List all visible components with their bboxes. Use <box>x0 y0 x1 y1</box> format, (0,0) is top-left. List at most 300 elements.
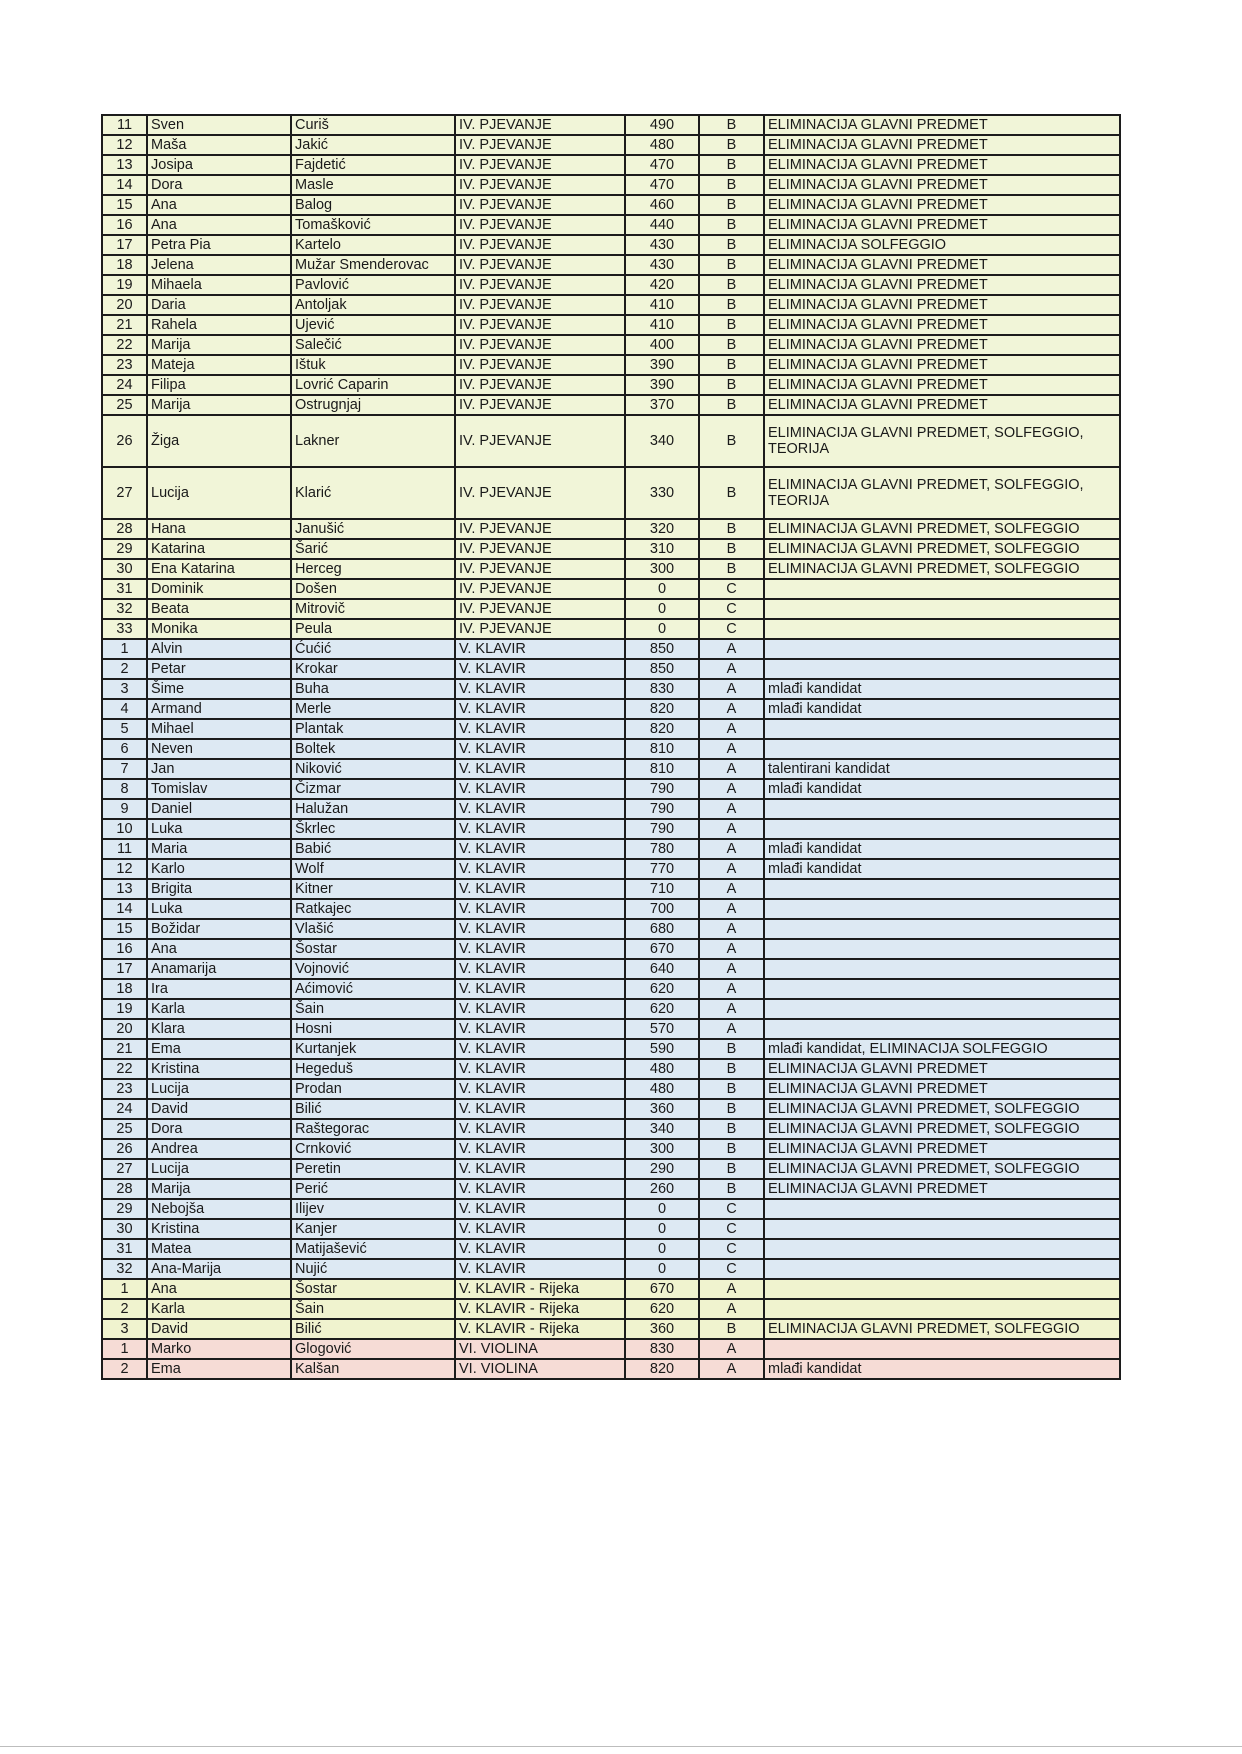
cell-score: 0 <box>625 1239 699 1259</box>
cell-row-number: 3 <box>102 679 147 699</box>
table-row <box>102 315 1120 335</box>
cell-note: ELIMINACIJA GLAVNI PREDMET <box>764 115 1120 135</box>
cell-note: mlađi kandidat <box>764 839 1120 859</box>
cell-category: IV. PJEVANJE <box>455 155 625 175</box>
table-row <box>102 1279 1120 1299</box>
cell-first-name: Alvin <box>147 639 291 659</box>
cell-last-name: Vojnović <box>291 959 455 979</box>
cell-note <box>764 739 1120 759</box>
cell-row-number: 16 <box>102 215 147 235</box>
cell-score: 680 <box>625 919 699 939</box>
cell-grade: A <box>699 939 764 959</box>
cell-note: ELIMINACIJA GLAVNI PREDMET <box>764 215 1120 235</box>
cell-score: 850 <box>625 659 699 679</box>
cell-note <box>764 899 1120 919</box>
cell-score: 820 <box>625 1359 699 1379</box>
cell-row-number: 32 <box>102 599 147 619</box>
cell-last-name: Ištuk <box>291 355 455 375</box>
cell-row-number: 33 <box>102 619 147 639</box>
table-row <box>102 1339 1120 1359</box>
cell-first-name: Marija <box>147 335 291 355</box>
cell-note: ELIMINACIJA GLAVNI PREDMET <box>764 335 1120 355</box>
cell-row-number: 12 <box>102 859 147 879</box>
cell-score: 710 <box>625 879 699 899</box>
cell-row-number: 21 <box>102 1039 147 1059</box>
table-row <box>102 175 1120 195</box>
cell-category: IV. PJEVANJE <box>455 275 625 295</box>
cell-row-number: 24 <box>102 1099 147 1119</box>
cell-note: ELIMINACIJA GLAVNI PREDMET <box>764 175 1120 195</box>
cell-note <box>764 1019 1120 1039</box>
cell-category: IV. PJEVANJE <box>455 467 625 519</box>
cell-category: IV. PJEVANJE <box>455 559 625 579</box>
cell-row-number: 3 <box>102 1319 147 1339</box>
cell-row-number: 2 <box>102 1359 147 1379</box>
cell-note: mlađi kandidat <box>764 699 1120 719</box>
cell-first-name: Sven <box>147 115 291 135</box>
cell-score: 410 <box>625 315 699 335</box>
cell-grade: A <box>699 919 764 939</box>
cell-grade: B <box>699 1179 764 1199</box>
cell-grade: A <box>699 979 764 999</box>
cell-last-name: Pavlović <box>291 275 455 295</box>
cell-score: 620 <box>625 979 699 999</box>
cell-grade: B <box>699 1119 764 1139</box>
table-row <box>102 115 1120 135</box>
cell-grade: B <box>699 395 764 415</box>
cell-grade: B <box>699 1039 764 1059</box>
table-row <box>102 639 1120 659</box>
cell-last-name: Buha <box>291 679 455 699</box>
table-row <box>102 839 1120 859</box>
cell-row-number: 1 <box>102 1279 147 1299</box>
table-row <box>102 699 1120 719</box>
cell-first-name: Nebojša <box>147 1199 291 1219</box>
cell-grade: B <box>699 375 764 395</box>
cell-row-number: 19 <box>102 275 147 295</box>
cell-score: 390 <box>625 375 699 395</box>
table-row <box>102 1159 1120 1179</box>
cell-category: IV. PJEVANJE <box>455 619 625 639</box>
cell-first-name: Dora <box>147 175 291 195</box>
cell-score: 310 <box>625 539 699 559</box>
table-row <box>102 415 1120 467</box>
cell-last-name: Peula <box>291 619 455 639</box>
cell-score: 830 <box>625 679 699 699</box>
cell-last-name: Merle <box>291 699 455 719</box>
cell-last-name: Tomašković <box>291 215 455 235</box>
cell-score: 360 <box>625 1319 699 1339</box>
cell-score: 0 <box>625 1199 699 1219</box>
cell-last-name: Jakić <box>291 135 455 155</box>
cell-row-number: 10 <box>102 819 147 839</box>
cell-category: V. KLAVIR <box>455 719 625 739</box>
cell-grade: B <box>699 467 764 519</box>
cell-grade: B <box>699 539 764 559</box>
table-row <box>102 1359 1120 1379</box>
cell-last-name: Kartelo <box>291 235 455 255</box>
cell-note: ELIMINACIJA GLAVNI PREDMET, SOLFEGGIO <box>764 559 1120 579</box>
table-row <box>102 599 1120 619</box>
cell-last-name: Masle <box>291 175 455 195</box>
table-row <box>102 819 1120 839</box>
cell-row-number: 15 <box>102 919 147 939</box>
cell-score: 620 <box>625 1299 699 1319</box>
cell-last-name: Ratkajec <box>291 899 455 919</box>
cell-note: ELIMINACIJA GLAVNI PREDMET <box>764 395 1120 415</box>
cell-first-name: Ira <box>147 979 291 999</box>
cell-row-number: 2 <box>102 1299 147 1319</box>
cell-category: IV. PJEVANJE <box>455 395 625 415</box>
cell-category: IV. PJEVANJE <box>455 235 625 255</box>
cell-first-name: Hana <box>147 519 291 539</box>
cell-grade: A <box>699 899 764 919</box>
cell-grade: A <box>699 799 764 819</box>
cell-first-name: Lucija <box>147 1079 291 1099</box>
cell-first-name: Ana <box>147 195 291 215</box>
table-row <box>102 1239 1120 1259</box>
cell-last-name: Crnković <box>291 1139 455 1159</box>
table-row <box>102 859 1120 879</box>
results-table-body <box>102 115 1120 1379</box>
cell-row-number: 18 <box>102 255 147 275</box>
table-row <box>102 1199 1120 1219</box>
cell-note: ELIMINACIJA GLAVNI PREDMET <box>764 315 1120 335</box>
cell-row-number: 24 <box>102 375 147 395</box>
cell-grade: A <box>699 959 764 979</box>
cell-category: V. KLAVIR <box>455 1239 625 1259</box>
cell-grade: B <box>699 1059 764 1079</box>
cell-score: 400 <box>625 335 699 355</box>
cell-last-name: Salečić <box>291 335 455 355</box>
cell-score: 770 <box>625 859 699 879</box>
cell-score: 340 <box>625 1119 699 1139</box>
cell-note <box>764 639 1120 659</box>
cell-grade: C <box>699 599 764 619</box>
cell-row-number: 29 <box>102 539 147 559</box>
cell-last-name: Krokar <box>291 659 455 679</box>
table-row <box>102 335 1120 355</box>
table-row <box>102 467 1120 519</box>
cell-category: VI. VIOLINA <box>455 1359 625 1379</box>
cell-note: ELIMINACIJA SOLFEGGIO <box>764 235 1120 255</box>
table-row <box>102 1219 1120 1239</box>
cell-score: 620 <box>625 999 699 1019</box>
cell-row-number: 20 <box>102 1019 147 1039</box>
cell-last-name: Lakner <box>291 415 455 467</box>
cell-note <box>764 1219 1120 1239</box>
cell-grade: C <box>699 1259 764 1279</box>
cell-row-number: 20 <box>102 295 147 315</box>
cell-note: talentirani kandidat <box>764 759 1120 779</box>
cell-last-name: Herceg <box>291 559 455 579</box>
cell-first-name: Kristina <box>147 1219 291 1239</box>
cell-score: 820 <box>625 719 699 739</box>
cell-category: V. KLAVIR <box>455 879 625 899</box>
table-row <box>102 135 1120 155</box>
cell-first-name: Karla <box>147 1299 291 1319</box>
cell-grade: A <box>699 659 764 679</box>
cell-last-name: Mužar Smenderovac <box>291 255 455 275</box>
cell-last-name: Plantak <box>291 719 455 739</box>
table-row <box>102 295 1120 315</box>
cell-row-number: 16 <box>102 939 147 959</box>
cell-score: 820 <box>625 699 699 719</box>
cell-last-name: Lovrić Caparin <box>291 375 455 395</box>
cell-first-name: Petra Pia <box>147 235 291 255</box>
cell-score: 830 <box>625 1339 699 1359</box>
cell-grade: B <box>699 255 764 275</box>
cell-score: 780 <box>625 839 699 859</box>
cell-grade: A <box>699 1339 764 1359</box>
cell-grade: A <box>699 719 764 739</box>
cell-score: 430 <box>625 255 699 275</box>
cell-score: 0 <box>625 599 699 619</box>
cell-category: IV. PJEVANJE <box>455 579 625 599</box>
cell-grade: A <box>699 639 764 659</box>
cell-first-name: Ema <box>147 1039 291 1059</box>
cell-last-name: Šain <box>291 1299 455 1319</box>
cell-note <box>764 879 1120 899</box>
table-row <box>102 1039 1120 1059</box>
cell-note: ELIMINACIJA GLAVNI PREDMET, SOLFEGGIO <box>764 519 1120 539</box>
cell-category: IV. PJEVANJE <box>455 175 625 195</box>
cell-first-name: Marko <box>147 1339 291 1359</box>
cell-grade: B <box>699 335 764 355</box>
cell-category: V. KLAVIR <box>455 1179 625 1199</box>
cell-note: ELIMINACIJA GLAVNI PREDMET <box>764 355 1120 375</box>
cell-category: V. KLAVIR <box>455 639 625 659</box>
cell-score: 320 <box>625 519 699 539</box>
cell-score: 470 <box>625 175 699 195</box>
table-row <box>102 1059 1120 1079</box>
cell-category: IV. PJEVANJE <box>455 195 625 215</box>
cell-last-name: Šain <box>291 999 455 1019</box>
cell-row-number: 13 <box>102 155 147 175</box>
cell-score: 490 <box>625 115 699 135</box>
table-row <box>102 779 1120 799</box>
cell-score: 810 <box>625 759 699 779</box>
cell-score: 590 <box>625 1039 699 1059</box>
cell-row-number: 14 <box>102 899 147 919</box>
cell-category: IV. PJEVANJE <box>455 215 625 235</box>
cell-row-number: 27 <box>102 467 147 519</box>
table-row <box>102 1299 1120 1319</box>
cell-score: 0 <box>625 579 699 599</box>
table-row <box>102 739 1120 759</box>
cell-first-name: Ema <box>147 1359 291 1379</box>
table-row <box>102 899 1120 919</box>
cell-grade: A <box>699 819 764 839</box>
cell-row-number: 18 <box>102 979 147 999</box>
cell-first-name: David <box>147 1099 291 1119</box>
cell-row-number: 28 <box>102 519 147 539</box>
cell-grade: B <box>699 175 764 195</box>
cell-score: 360 <box>625 1099 699 1119</box>
table-row <box>102 355 1120 375</box>
cell-first-name: Marija <box>147 1179 291 1199</box>
cell-grade: B <box>699 155 764 175</box>
cell-first-name: Anamarija <box>147 959 291 979</box>
cell-category: IV. PJEVANJE <box>455 135 625 155</box>
cell-category: V. KLAVIR <box>455 1259 625 1279</box>
cell-score: 460 <box>625 195 699 215</box>
cell-last-name: Ostrugnjaj <box>291 395 455 415</box>
cell-first-name: Maria <box>147 839 291 859</box>
cell-score: 790 <box>625 799 699 819</box>
cell-score: 640 <box>625 959 699 979</box>
cell-first-name: Dominik <box>147 579 291 599</box>
cell-first-name: Tomislav <box>147 779 291 799</box>
table-row <box>102 719 1120 739</box>
cell-note: ELIMINACIJA GLAVNI PREDMET <box>764 1179 1120 1199</box>
cell-grade: C <box>699 1199 764 1219</box>
table-row <box>102 1179 1120 1199</box>
cell-grade: C <box>699 579 764 599</box>
cell-first-name: Šime <box>147 679 291 699</box>
cell-grade: C <box>699 1219 764 1239</box>
cell-category: V. KLAVIR <box>455 799 625 819</box>
cell-note <box>764 999 1120 1019</box>
cell-first-name: Klara <box>147 1019 291 1039</box>
table-row <box>102 999 1120 1019</box>
cell-score: 0 <box>625 619 699 639</box>
cell-category: IV. PJEVANJE <box>455 355 625 375</box>
cell-last-name: Raštegorac <box>291 1119 455 1139</box>
cell-last-name: Došen <box>291 579 455 599</box>
cell-category: V. KLAVIR - Rijeka <box>455 1299 625 1319</box>
cell-note: ELIMINACIJA GLAVNI PREDMET <box>764 1059 1120 1079</box>
cell-category: V. KLAVIR <box>455 699 625 719</box>
cell-first-name: Jelena <box>147 255 291 275</box>
cell-row-number: 1 <box>102 1339 147 1359</box>
table-row <box>102 235 1120 255</box>
cell-first-name: Rahela <box>147 315 291 335</box>
cell-note <box>764 1199 1120 1219</box>
cell-category: V. KLAVIR <box>455 979 625 999</box>
cell-last-name: Ujević <box>291 315 455 335</box>
cell-score: 810 <box>625 739 699 759</box>
cell-row-number: 30 <box>102 559 147 579</box>
cell-grade: A <box>699 759 764 779</box>
cell-row-number: 1 <box>102 639 147 659</box>
cell-first-name: Beata <box>147 599 291 619</box>
cell-category: V. KLAVIR <box>455 779 625 799</box>
cell-row-number: 21 <box>102 315 147 335</box>
cell-grade: A <box>699 779 764 799</box>
cell-score: 480 <box>625 1059 699 1079</box>
cell-note: ELIMINACIJA GLAVNI PREDMET, SOLFEGGIO <box>764 1099 1120 1119</box>
cell-category: V. KLAVIR <box>455 1139 625 1159</box>
cell-note: ELIMINACIJA GLAVNI PREDMET, SOLFEGGIO <box>764 1119 1120 1139</box>
cell-note: mlađi kandidat, ELIMINACIJA SOLFEGGIO <box>764 1039 1120 1059</box>
cell-first-name: Katarina <box>147 539 291 559</box>
cell-note: ELIMINACIJA GLAVNI PREDMET <box>764 1079 1120 1099</box>
cell-last-name: Šarić <box>291 539 455 559</box>
cell-grade: B <box>699 1079 764 1099</box>
cell-score: 570 <box>625 1019 699 1039</box>
cell-last-name: Bilić <box>291 1099 455 1119</box>
cell-row-number: 5 <box>102 719 147 739</box>
cell-score: 850 <box>625 639 699 659</box>
cell-first-name: Jan <box>147 759 291 779</box>
cell-last-name: Ilijev <box>291 1199 455 1219</box>
cell-category: V. KLAVIR <box>455 679 625 699</box>
cell-first-name: Božidar <box>147 919 291 939</box>
cell-row-number: 22 <box>102 1059 147 1079</box>
cell-note <box>764 939 1120 959</box>
cell-category: IV. PJEVANJE <box>455 115 625 135</box>
cell-grade: B <box>699 415 764 467</box>
cell-note: ELIMINACIJA GLAVNI PREDMET <box>764 255 1120 275</box>
cell-grade: A <box>699 1019 764 1039</box>
cell-first-name: Lucija <box>147 467 291 519</box>
table-row <box>102 1319 1120 1339</box>
cell-note <box>764 1299 1120 1319</box>
cell-note <box>764 599 1120 619</box>
cell-last-name: Perić <box>291 1179 455 1199</box>
table-row <box>102 659 1120 679</box>
cell-score: 390 <box>625 355 699 375</box>
cell-row-number: 8 <box>102 779 147 799</box>
cell-first-name: Lucija <box>147 1159 291 1179</box>
cell-first-name: Dora <box>147 1119 291 1139</box>
cell-note <box>764 579 1120 599</box>
cell-category: V. KLAVIR <box>455 1199 625 1219</box>
cell-score: 290 <box>625 1159 699 1179</box>
table-row <box>102 1099 1120 1119</box>
cell-grade: A <box>699 739 764 759</box>
table-row <box>102 559 1120 579</box>
cell-row-number: 17 <box>102 959 147 979</box>
cell-first-name: Andrea <box>147 1139 291 1159</box>
cell-note <box>764 919 1120 939</box>
cell-row-number: 4 <box>102 699 147 719</box>
cell-row-number: 11 <box>102 839 147 859</box>
cell-category: IV. PJEVANJE <box>455 335 625 355</box>
cell-last-name: Hegeduš <box>291 1059 455 1079</box>
table-row <box>102 1259 1120 1279</box>
table-row <box>102 519 1120 539</box>
cell-category: V. KLAVIR <box>455 1059 625 1079</box>
cell-note: ELIMINACIJA GLAVNI PREDMET <box>764 375 1120 395</box>
cell-score: 300 <box>625 559 699 579</box>
cell-row-number: 13 <box>102 879 147 899</box>
cell-score: 670 <box>625 939 699 959</box>
cell-first-name: Josipa <box>147 155 291 175</box>
cell-score: 440 <box>625 215 699 235</box>
cell-last-name: Bilić <box>291 1319 455 1339</box>
cell-first-name: Brigita <box>147 879 291 899</box>
cell-last-name: Vlašić <box>291 919 455 939</box>
table-row <box>102 919 1120 939</box>
cell-grade: B <box>699 115 764 135</box>
table-row <box>102 1079 1120 1099</box>
cell-category: V. KLAVIR <box>455 859 625 879</box>
cell-first-name: Monika <box>147 619 291 639</box>
cell-row-number: 7 <box>102 759 147 779</box>
cell-grade: B <box>699 195 764 215</box>
cell-note: ELIMINACIJA GLAVNI PREDMET, SOLFEGGIO, TEORIJA <box>764 415 1120 467</box>
cell-grade: B <box>699 1099 764 1119</box>
cell-last-name: Niković <box>291 759 455 779</box>
cell-last-name: Antoljak <box>291 295 455 315</box>
cell-row-number: 6 <box>102 739 147 759</box>
cell-first-name: Matea <box>147 1239 291 1259</box>
cell-row-number: 14 <box>102 175 147 195</box>
cell-note: mlađi kandidat <box>764 679 1120 699</box>
cell-score: 430 <box>625 235 699 255</box>
